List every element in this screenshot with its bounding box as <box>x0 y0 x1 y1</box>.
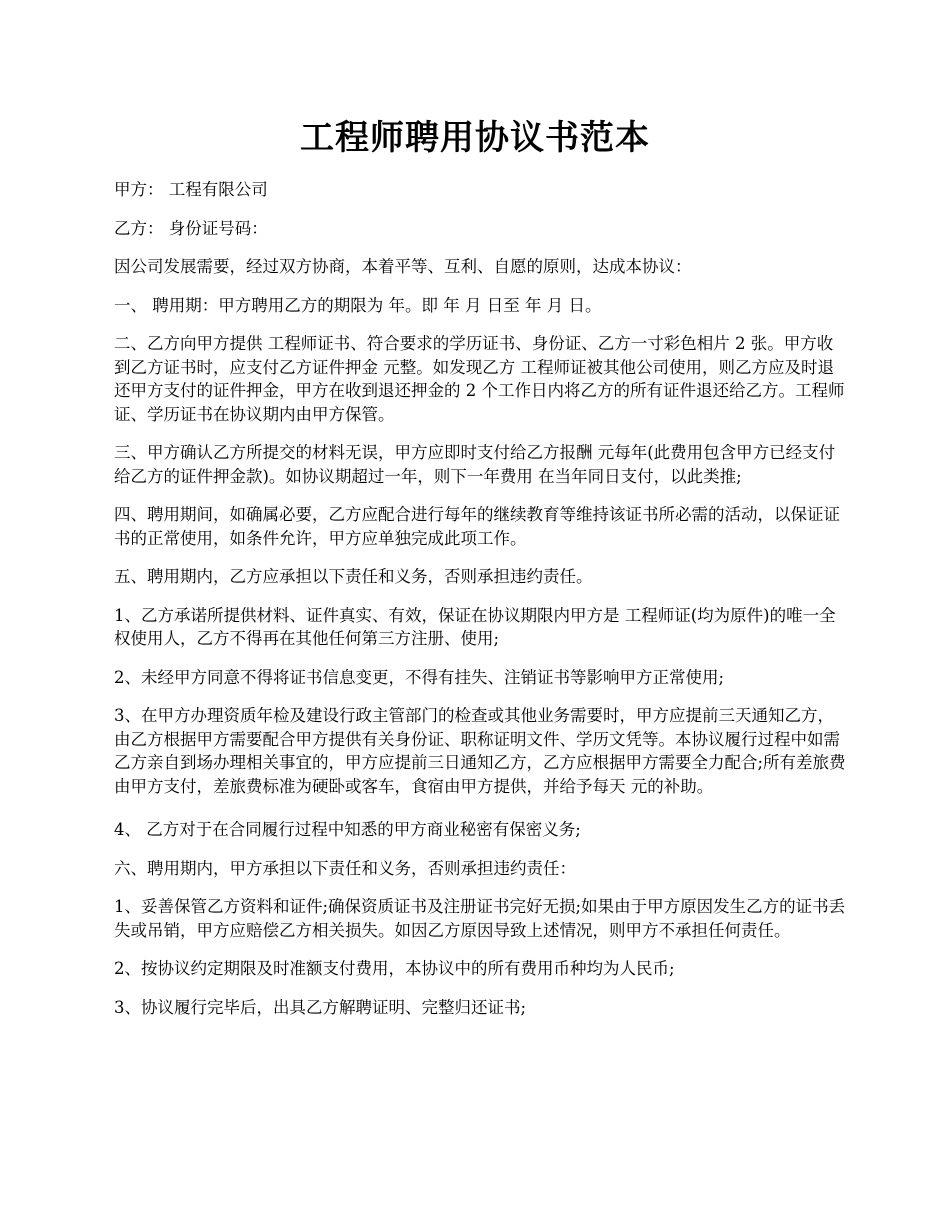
clause-2-certificates: 二、乙方向甲方提供 工程师证书、符合要求的学历证书、身份证、乙方一寸彩色相片 2 张。甲方收到乙方证书时，应支付乙方证件押金 元整。如发现乙方 工程师证被其他公司使用，则乙方应及时退还甲方支付的证件押金，甲方在收到退还押金的 2 个工作日内将乙方的所有证件退还给乙方。工程师证、学历证书在协议期内由甲方保管。 <box>114 334 845 424</box>
clause-6-item-2: 2、按协议约定期限及时准额支付费用，本协议中的所有费用币种均为人民币; <box>114 959 675 978</box>
clause-5-item-3: 3、在甲方办理资质年检及建设行政主管部门的检查或其他业务需要时，甲方应提前三天通知乙方，由乙方根据甲方需要配合甲方提供有关身份证、职称证明文件、学历文凭等。本协议履行过程中如需乙方亲自到场办理相关事宜的，甲方应提前三日通知乙方，乙方应根据甲方需要全力配合;所有差旅费由甲方支付，差旅费标准为硬卧或客车，食宿由甲方提供，并给予每天 元的补助。 <box>114 706 846 796</box>
clause-6-item-1: 1、妥善保管乙方资料和证件;确保资质证书及注册证书完好无损;如果由于甲方原因发生乙方的证书丢失或吊销，甲方应赔偿乙方相关损失。如因乙方原因导致上述情况，则甲方不承担任何责任。 <box>114 897 846 940</box>
clause-1-term: 一、 聘用期：甲方聘用乙方的期限为 年。即 年 月 日至 年 月 日。 <box>114 295 602 315</box>
clause-5-item-2: 2、未经甲方同意不得将证书信息变更，不得有挂失、注销证书等影响甲方正常使用; <box>114 667 725 687</box>
clause-5-item-4: 4、 乙方对于在合同履行过程中知悉的甲方商业秘密有保密义务; <box>114 820 581 839</box>
clause-6-heading: 六、聘用期内，甲方承担以下责任和义务，否则承担违约责任： <box>114 858 576 878</box>
document-title: 工程师聘用协议书范本 <box>300 118 650 158</box>
clause-5-item-1: 1、乙方承诺所提供材料、证件真实、有效，保证在协议期限内甲方是 工程师证(均为原件)的唯一全权使用人，乙方不得再在其他任何第三方注册、使用; <box>114 605 836 648</box>
party-b-line: 乙方： 身份证号码： <box>114 218 268 238</box>
clause-6-item-3: 3、协议履行完毕后，出具乙方解聘证明、完整归还证书; <box>114 997 527 1017</box>
preamble-paragraph: 因公司发展需要，经过双方协商，本着平等、互利、自愿的原则，达成本协议： <box>114 257 692 276</box>
party-a-line: 甲方： 工程有限公司 <box>114 180 268 199</box>
clause-4-education: 四、聘用期间，如确属必要，乙方应配合进行每年的继续教育等维持该证书所必需的活动，以保证证书的正常使用，如条件允许，甲方应单独完成此项工作。 <box>114 505 840 548</box>
document-body <box>114 178 848 1034</box>
clause-3-payment: 三、甲方确认乙方所提交的材料无误，甲方应即时支付给乙方报酬 元每年(此费用包含甲方已经支付给乙方的证件押金款)。如协议期超过一年，则下一年费用 在当年同日支付，以此类推; <box>114 443 836 486</box>
clause-5-heading: 五、聘用期内，乙方应承担以下责任和义务，否则承担违约责任。 <box>114 567 593 586</box>
